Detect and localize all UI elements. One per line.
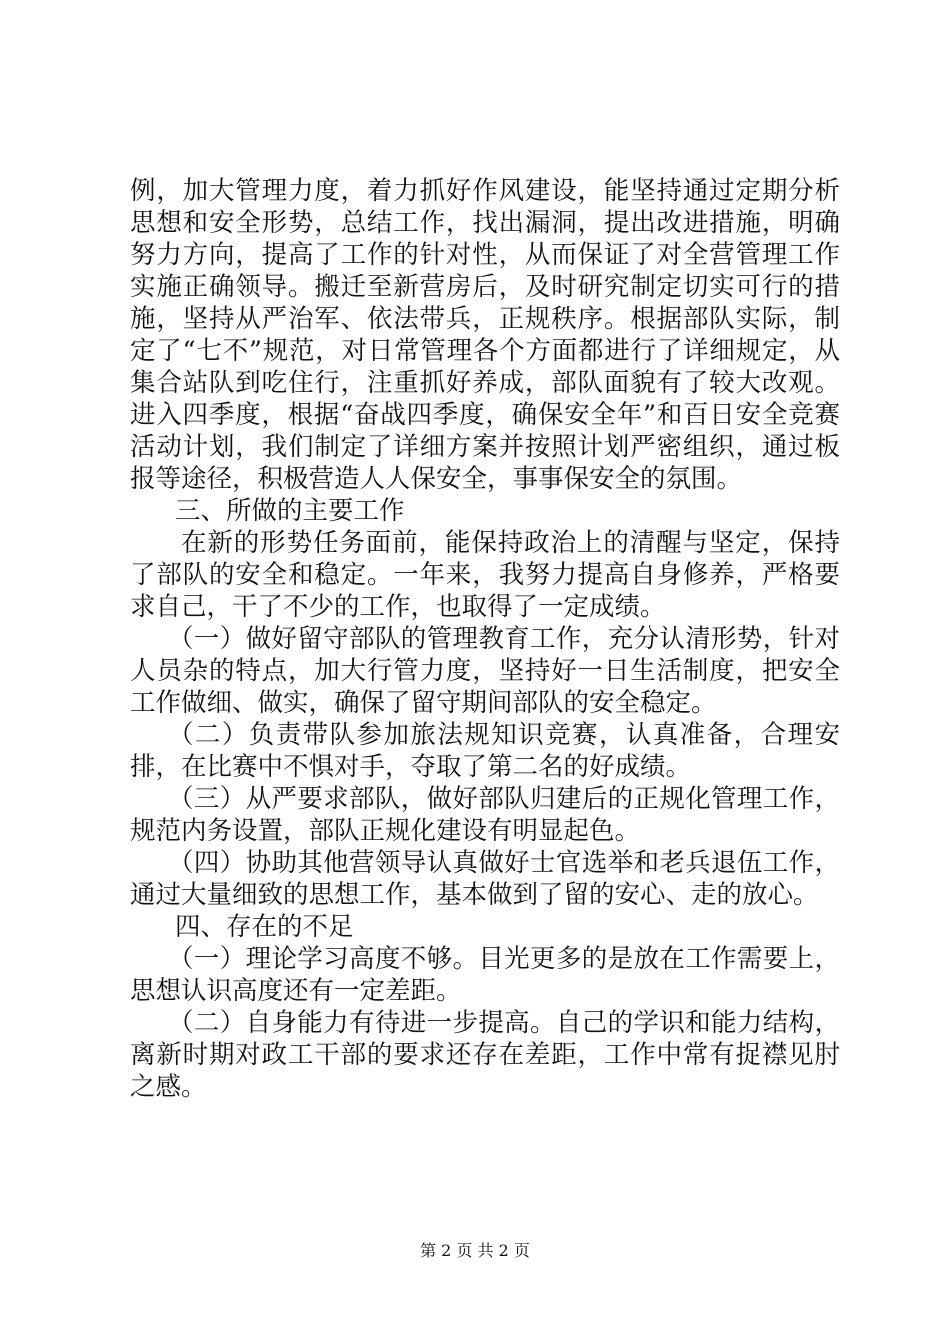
list-item-work-1: （一）做好留守部队的管理教育工作，充分认清形势，针对人员杂的特点，加大行管力度，坚持好一日生活制度，把安全工作做细、做实，确保了留守期间部队的安全稳定。 xyxy=(130,624,840,718)
document-body xyxy=(130,175,840,1103)
list-item-shortcoming-2: （二）自身能力有待进一步提高。自己的学识和能力结构，离新时期对政工干部的要求还存在差距，工作中常有捉襟见肘之感。 xyxy=(130,1008,840,1102)
paragraph-continuation: 例，加大管理力度，着力抓好作风建设，能坚持通过定期分析思想和安全形势，总结工作，找出漏洞，提出改进措施，明确努力方向，提高了工作的针对性，从而保证了对全营管理工作实施正确领导。搬迁至新营房后，及时研究制定切实可行的措施，坚持从严治军、依法带兵，正规秩序。根据部队实际，制定了“七不”规范，对日常管理各个方面都进行了详细规定，从集合站队到吃住行，注重抓好养成，部队面貌有了较大改观。进入四季度，根据“奋战四季度，确保安全年”和百日安全竞赛活动计划，我们制定了详细方案并按照计划严密组织，通过板报等途径，积极营造人人保安全，事事保安全的氛围。 xyxy=(130,176,840,494)
page-number-footer: 第 2 页 共 2 页 xyxy=(420,1241,530,1260)
section-heading-main-work: 三、所做的主要工作 xyxy=(175,496,405,526)
list-item-shortcoming-1: （一）理论学习高度不够。目光更多的是放在工作需要上，思想认识高度还有一定差距。 xyxy=(130,944,840,1006)
list-item-work-3: （三）从严要求部队，做好部队归建后的正规化管理工作，规范内务设置，部队正规化建设有明显起色。 xyxy=(130,784,840,846)
list-item-work-4: （四）协助其他营领导认真做好士官选举和老兵退伍工作，通过大量细致的思想工作，基本做到了留的安心、走的放心。 xyxy=(130,848,840,910)
section-heading-shortcomings: 四、存在的不足 xyxy=(175,912,354,942)
list-item-work-2: （二）负责带队参加旅法规知识竞赛，认真准备，合理安排，在比赛中不惧对手，夺取了第二名的好成绩。 xyxy=(130,720,840,782)
paragraph-main-work-intro: 在新的形势任务面前，能保持政治上的清醒与坚定，保持了部队的安全和稳定。一年来，我努力提高自身修养，严格要求自己，干了不少的工作，也取得了一定成绩。 xyxy=(130,528,840,622)
